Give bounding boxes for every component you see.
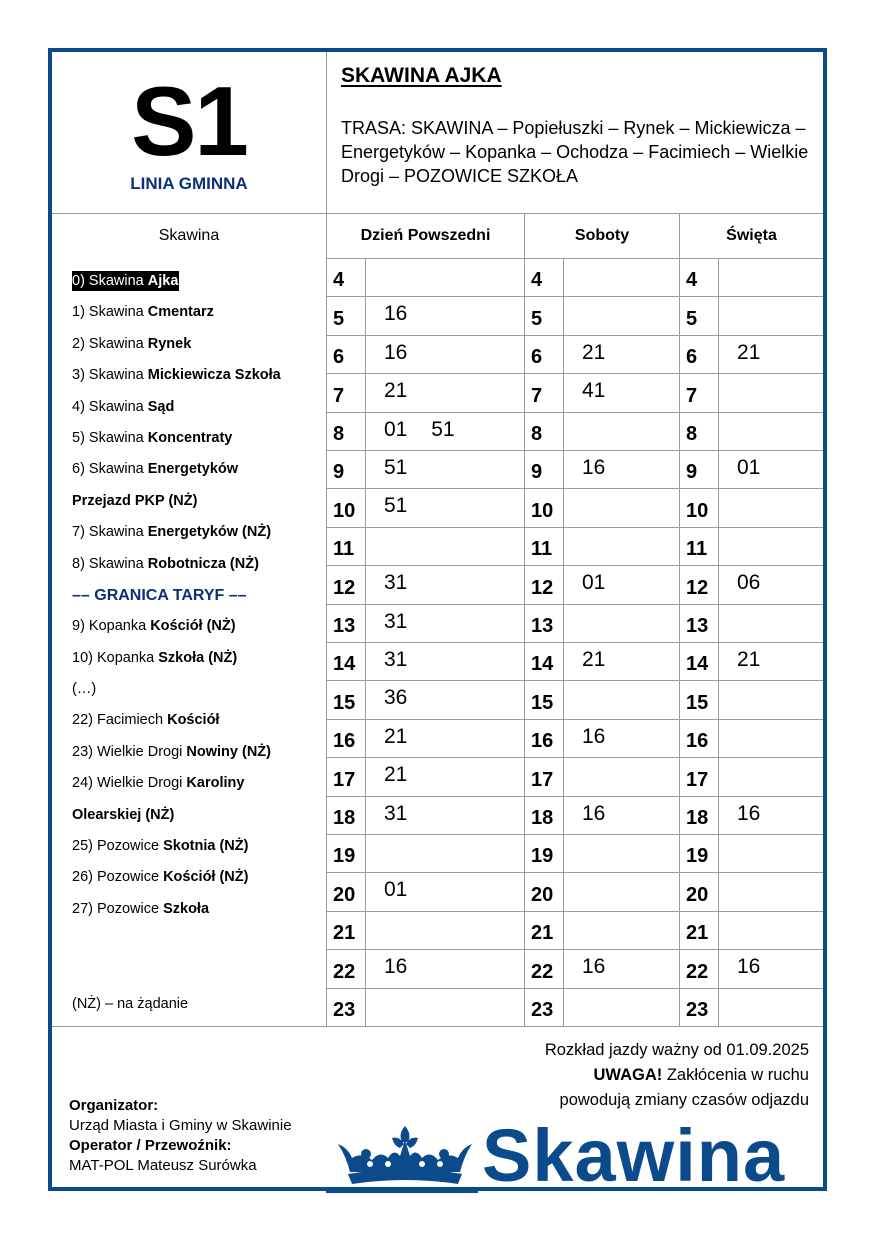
minutes-cell-weekday: [366, 527, 524, 565]
stop-name: Mickiewicza Szkoła: [147, 367, 281, 384]
organizer-label: Organizator:: [69, 1097, 159, 1114]
minutes-cell-weekday: 31: [384, 571, 408, 595]
stop-name: Cmentarz: [147, 304, 214, 321]
minutes-cell-weekday: [366, 911, 524, 949]
stop-item: [72, 862, 322, 893]
stop-item: [72, 266, 322, 297]
hour-cell: 10: [686, 499, 709, 522]
hour-cell: 22: [333, 960, 356, 983]
minutes-cell-holiday: 16: [737, 801, 761, 825]
hour-cell: 17: [686, 768, 709, 791]
stop-name: Sąd: [147, 398, 175, 415]
stop-prefix: 3) Skawina: [72, 367, 148, 384]
minutes-cell-saturday: 41: [582, 379, 606, 403]
minutes-cell-weekday: 36: [384, 686, 408, 710]
hour-cell: 17: [333, 768, 356, 791]
stop-item: [72, 454, 322, 485]
stop-label: [72, 556, 259, 572]
minutes-cell-saturday: 16: [582, 724, 606, 748]
hour-cell: 13: [686, 614, 709, 637]
hour-cell: 5: [686, 307, 698, 330]
hour-cell: 16: [686, 730, 709, 753]
minutes-cell-holiday: 21: [737, 648, 761, 671]
hour-cell: 8: [686, 422, 698, 445]
hour-cell: 10: [531, 499, 554, 522]
minutes-cell-holiday: [719, 719, 823, 757]
stop-prefix: 9) Kopanka: [72, 618, 151, 635]
hour-cell: 4: [531, 269, 543, 292]
stop-item: [72, 705, 322, 736]
warning-text-2: powodują zmiany czasów odjazdu: [559, 1091, 809, 1109]
stop-item: [72, 392, 322, 423]
hour-cell: 23: [686, 998, 709, 1021]
hour-cell: 5: [333, 307, 345, 330]
hour-cell: 19: [333, 845, 356, 868]
stop-prefix: 0) Skawina: [72, 273, 148, 289]
stop-label: [72, 399, 174, 415]
stop-label: [72, 681, 96, 697]
hour-cell: 15: [531, 691, 554, 714]
hour-cell: 15: [686, 691, 709, 714]
stop-item: [72, 486, 322, 517]
stop-name: Kościół (NŻ): [163, 869, 249, 886]
stop-label: [72, 650, 237, 666]
minutes-cell-saturday: [564, 834, 679, 872]
stop-item: [72, 800, 322, 831]
minutes-cell-saturday: [564, 258, 679, 296]
stop-item: [72, 643, 322, 674]
validity-date: Rozkład jazdy ważny od 01.09.2025: [544, 1041, 809, 1059]
minutes-cell-weekday: [366, 834, 524, 872]
stop-item: [72, 611, 322, 642]
stop-item: [72, 517, 322, 548]
warning-label: UWAGA!: [593, 1066, 663, 1084]
stop-prefix: 23) Wielkie Drogi: [72, 743, 187, 760]
hour-cell: 12: [686, 576, 709, 599]
stop-prefix: 24) Wielkie Drogi: [72, 775, 187, 792]
stop-label: [72, 493, 197, 509]
hour-cell: 8: [531, 422, 543, 445]
minutes-cell-saturday: [564, 872, 679, 910]
stop-name: Kościół: [167, 712, 220, 729]
stop-prefix: 22) Facimiech: [72, 712, 168, 729]
column-header-saturday: Soboty: [574, 227, 630, 244]
legend-note: (NŻ) – na żądanie: [72, 996, 189, 1012]
hour-cell: 9: [686, 461, 698, 484]
current-stop: [72, 271, 179, 291]
minutes-cell-saturday: 16: [582, 801, 606, 825]
stop-list: [72, 266, 322, 925]
stop-name: Kościół (NŻ): [150, 618, 236, 635]
minutes-cell-holiday: [719, 488, 823, 526]
minutes-cell-holiday: [719, 911, 823, 949]
line-badge: [52, 52, 326, 213]
minutes-cell-saturday: 21: [582, 340, 606, 364]
hour-cell: 20: [333, 883, 356, 906]
hour-cell: 19: [531, 845, 554, 868]
stop-prefix: 4) Skawina: [72, 398, 148, 415]
line-number: S1: [131, 66, 247, 176]
hour-cell: 21: [531, 922, 554, 945]
stop-name: Energetyków: [147, 461, 239, 478]
hour-cell: 7: [686, 384, 698, 407]
warning: [545, 1063, 809, 1088]
stop-name: Ajka: [147, 273, 179, 289]
stop-prefix: 27) Pozowice: [72, 900, 164, 917]
hour-cell: 5: [531, 307, 543, 330]
minutes-cell-saturday: [564, 757, 679, 795]
operator-label: Operator / Przewoźnik:: [69, 1137, 232, 1154]
brand-wordmark: Skawina: [482, 1114, 786, 1197]
hour-cell: 11: [686, 538, 708, 561]
hour-cell: 13: [333, 614, 356, 637]
minutes-cell-weekday: 16: [384, 955, 408, 979]
hour-cell: 8: [333, 422, 345, 445]
hour-cell: 11: [531, 538, 553, 561]
hour-cell: 10: [333, 499, 356, 522]
tariff-label: –– GRANICA TARYF ––: [72, 586, 247, 604]
stop-prefix: (…): [72, 681, 97, 698]
stop-prefix: 25) Pozowice: [72, 838, 164, 855]
minutes-cell-holiday: [719, 680, 823, 718]
minutes-cell-saturday: [564, 604, 679, 642]
column-header-weekday: Dzień Powszedni: [360, 227, 491, 244]
validity-info: [545, 1038, 809, 1113]
hour-cell: 21: [333, 922, 356, 945]
stop-label: [72, 524, 271, 540]
hour-cell: 18: [531, 806, 554, 829]
stop-prefix: 26) Pozowice: [72, 869, 164, 886]
minutes-cell-saturday: [564, 911, 679, 949]
minutes-cell-holiday: [719, 834, 823, 872]
minutes-cell-saturday: 16: [582, 456, 606, 479]
minutes-cell-saturday: 16: [582, 955, 606, 979]
hour-cell: 15: [333, 691, 356, 714]
minutes-cell-holiday: [719, 412, 823, 450]
stop-item: [72, 894, 322, 925]
stop-label: [72, 838, 248, 854]
operator-name: MAT-POL Mateusz Surówka: [69, 1157, 257, 1174]
hour-cell: 6: [531, 346, 543, 369]
minutes-cell-weekday: 21: [384, 763, 408, 787]
hour-cell: 7: [333, 384, 345, 407]
minutes-cell-holiday: 06: [737, 571, 761, 595]
minutes-cell-weekday: 31: [384, 609, 408, 633]
minutes-cell-weekday: [366, 988, 524, 1026]
minutes-cell-weekday: [366, 258, 524, 296]
stop-label: [72, 712, 219, 728]
hour-cell: 20: [531, 883, 554, 906]
column-header-stops: Skawina: [158, 227, 220, 244]
stop-item: [72, 297, 322, 328]
stop-name: Karoliny: [186, 775, 245, 792]
hour-cell: 18: [686, 806, 709, 829]
minutes-cell-holiday: [719, 373, 823, 411]
stop-prefix: 1) Skawina: [72, 304, 148, 321]
skawina-logo: [330, 1114, 827, 1197]
stop-item: [72, 360, 322, 391]
minutes-cell-weekday: 51: [384, 456, 408, 479]
minutes-cell-weekday: 21: [384, 724, 408, 748]
minutes-cell-weekday: 16: [384, 302, 408, 326]
stop-name: Nowiny (NŻ): [186, 743, 271, 760]
stop-item: [72, 674, 322, 705]
stop-prefix: 7) Skawina: [72, 524, 148, 541]
hour-cell: 19: [686, 845, 709, 868]
hour-cell: 12: [333, 576, 356, 599]
stop-item: [72, 831, 322, 862]
minutes-cell-holiday: [719, 872, 823, 910]
stop-item: [72, 423, 322, 454]
hour-cell: 12: [531, 576, 554, 599]
stop-label: [72, 336, 191, 352]
hour-cell: 23: [333, 998, 356, 1021]
minutes-cell-weekday: 01: [384, 878, 408, 902]
minutes-cell-saturday: [564, 680, 679, 718]
hour-cell: 16: [333, 730, 356, 753]
logo-underline: [326, 1188, 478, 1193]
stop-item: [72, 768, 322, 799]
hour-cell: 6: [686, 346, 698, 369]
hour-cell: 16: [531, 730, 554, 753]
stop-label: [72, 901, 209, 917]
minutes-cell-weekday: 31: [384, 648, 408, 671]
hour-cell: 4: [686, 269, 698, 292]
hour-cell: 20: [686, 883, 709, 906]
stop-label: [72, 775, 244, 791]
minutes-cell-saturday: [564, 527, 679, 565]
minutes-cell-saturday: [564, 412, 679, 450]
stop-name: Szkoła: [163, 900, 210, 917]
line-type: LINIA GMINNA: [130, 174, 248, 193]
timetable-sheet: [48, 48, 827, 1197]
minutes-cell-weekday: 01 51: [384, 417, 455, 441]
hour-cell: 4: [333, 269, 345, 292]
minutes-cell-holiday: [719, 258, 823, 296]
hour-cell: 22: [531, 960, 554, 983]
hour-cell: 9: [531, 461, 543, 484]
minutes-cell-holiday: [719, 988, 823, 1026]
minutes-cell-holiday: 16: [737, 955, 761, 979]
minutes-cell-saturday: 21: [582, 648, 606, 671]
minutes-cell-saturday: [564, 988, 679, 1026]
hour-cell: 23: [531, 998, 554, 1021]
minutes-cell-weekday: 51: [384, 494, 408, 518]
stop-name: Skotnia (NŻ): [163, 838, 249, 855]
minutes-cell-holiday: [719, 296, 823, 334]
stop-prefix: 5) Skawina: [72, 429, 148, 446]
minutes-cell-holiday: 21: [737, 340, 761, 364]
hour-cell: 14: [333, 653, 356, 676]
hour-cell: 18: [333, 806, 356, 829]
minutes-cell-holiday: 01: [737, 456, 761, 479]
minutes-cell-weekday: 16: [384, 340, 408, 364]
hour-cell: 13: [531, 614, 554, 637]
stop-label: [72, 430, 232, 446]
crown-icon: [330, 1126, 480, 1192]
stop-name: Olearskiej (NŻ): [72, 806, 175, 823]
stop-label: [72, 461, 238, 477]
stop-name: Rynek: [147, 335, 192, 352]
hour-cell: 17: [531, 768, 554, 791]
hour-cell: 14: [686, 653, 709, 676]
stop-label: [72, 618, 236, 634]
stop-label: [72, 807, 174, 823]
minutes-cell-weekday: 21: [384, 379, 408, 403]
stop-item: [72, 329, 322, 360]
stop-label: [72, 744, 271, 760]
stop-prefix: 8) Skawina: [72, 555, 148, 572]
stop-title: SKAWINA AJKA: [341, 64, 502, 87]
organizer-info: [69, 1096, 292, 1176]
minutes-cell-holiday: [719, 604, 823, 642]
stop-prefix: 2) Skawina: [72, 335, 148, 352]
hour-cell: 14: [531, 653, 554, 676]
hour-cell: 22: [686, 960, 709, 983]
minutes-cell-weekday: 31: [384, 801, 408, 825]
hour-cell: 11: [333, 538, 355, 561]
minutes-cell-saturday: [564, 296, 679, 334]
tariff-boundary: [72, 580, 322, 611]
minutes-cell-saturday: [564, 488, 679, 526]
route-info: [327, 52, 823, 213]
stop-name: Przejazd PKP (NŻ): [72, 492, 198, 509]
stop-label: [72, 869, 248, 885]
hour-cell: 9: [333, 461, 345, 484]
minutes-cell-holiday: [719, 527, 823, 565]
hour-cell: 7: [531, 384, 543, 407]
column-header-holiday: Święta: [726, 227, 777, 244]
minutes-cell-saturday: 01: [582, 571, 606, 595]
stop-prefix: 6) Skawina: [72, 461, 148, 478]
stop-label: [72, 367, 281, 383]
hour-cell: 6: [333, 346, 345, 369]
hour-cell: 21: [686, 922, 709, 945]
stop-item: [72, 549, 322, 580]
minutes-cell-holiday: [719, 757, 823, 795]
stop-name: Energetyków (NŻ): [147, 524, 272, 541]
organizer-name: Urząd Miasta i Gminy w Skawinie: [69, 1117, 292, 1134]
stop-name: Robotnicza (NŻ): [147, 555, 259, 572]
stop-name: Koncentraty: [147, 429, 233, 446]
warning-text: Zakłócenia w ruchu: [662, 1066, 809, 1084]
route-description: TRASA: SKAWINA – Popiełuszki – Rynek – Mickiewicza – Energetyków – Kopanka – Ochodza – Facimiech – Wielkie Drogi – POZOWICE SZKOŁA: [341, 118, 809, 186]
divider: [52, 1026, 823, 1027]
stop-item: [72, 737, 322, 768]
stop-name: Szkoła (NŻ): [158, 649, 238, 666]
stop-label: [72, 304, 214, 320]
stop-prefix: 10) Kopanka: [72, 649, 159, 666]
